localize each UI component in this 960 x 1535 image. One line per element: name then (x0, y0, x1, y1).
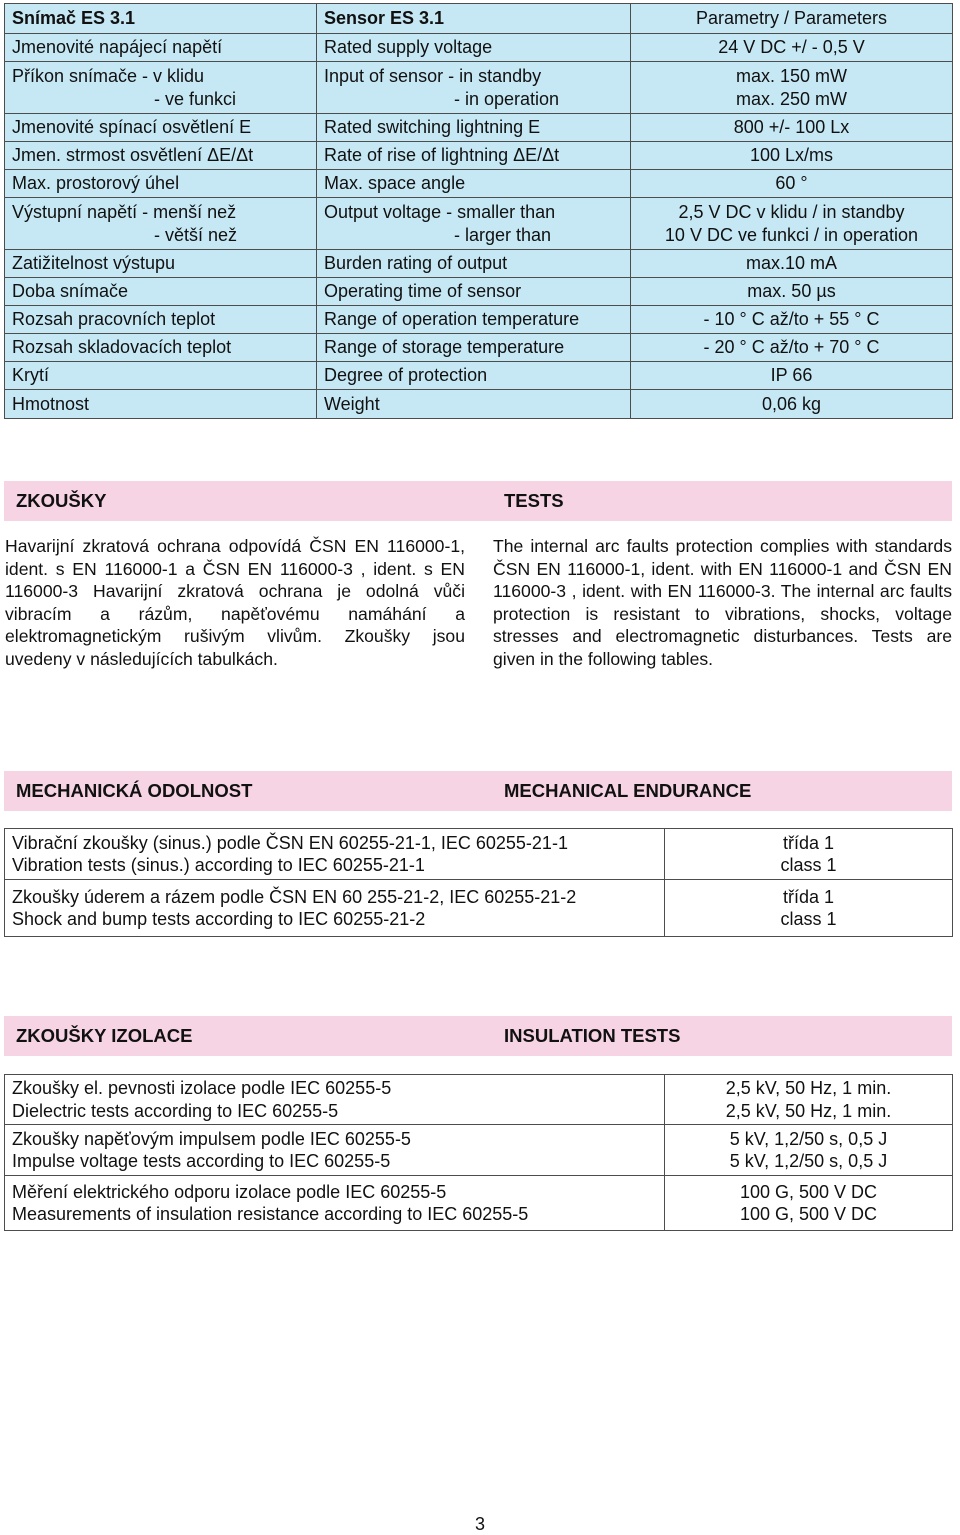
mechanical-title-en: MECHANICAL ENDURANCE (504, 780, 752, 801)
cell-line: Output voltage - smaller than (324, 202, 556, 222)
cell-cz: Jmen. strmost osvětlení ΔE/Δt (5, 142, 317, 170)
cell-val (631, 62, 953, 114)
cell-cz: Rozsah pracovních teplot (5, 306, 317, 334)
cell-line: třída 1 (782, 832, 835, 853)
cell-en: Rated supply voltage (317, 34, 631, 62)
cell-cz (5, 198, 317, 250)
cell-val: - 10 ° C až/to + 55 ° C (631, 306, 953, 334)
cell-en (317, 198, 631, 250)
cell-line: - větší než (154, 224, 238, 245)
cell-left (5, 1125, 665, 1176)
cell-val: max.10 mA (631, 250, 953, 278)
table-row (5, 306, 953, 334)
insulation-table (4, 1074, 953, 1231)
tests-title-cz: ZKOUŠKY (16, 490, 107, 511)
cell-en: Rated switching lightning E (317, 114, 631, 142)
cell-line: Zkoušky úderem a rázem podle ČSN EN 60 255-21-2, IEC 60255-21-2 (12, 886, 577, 907)
cell-line: 5 kV, 1,2/50 s, 0,5 J (729, 1151, 888, 1171)
cell-line: class 1 (780, 909, 837, 929)
cell-val: 0,06 kg (631, 390, 953, 419)
header-val: Parametry / Parameters (631, 4, 953, 34)
mechanical-title-cz: MECHANICKÁ ODOLNOST (16, 780, 253, 801)
table-row (5, 62, 953, 114)
cell-en: Weight (317, 390, 631, 419)
tests-heading-band (4, 481, 952, 521)
table-row (5, 198, 953, 250)
cell-line: Výstupní napětí - menší než (12, 202, 237, 222)
cell-en: Range of operation temperature (317, 306, 631, 334)
tests-text-en: The internal arc faults protection complies with standards ČSN EN 116000-1, ident. with EN 116000-1 and ČSN EN 116000-3 , ident. with EN 116000-3. The internal arc faults protection is resistant to vibrations, shocks, voltage stresses and electromagnetic disturbances. Tests are given in the following tables. (493, 536, 952, 669)
table-row (5, 170, 953, 198)
cell-line: Vibrační zkoušky (sinus.) podle ČSN EN 60255-21-1, IEC 60255-21-1 (12, 832, 568, 853)
cell-line: 100 G, 500 V DC (739, 1181, 878, 1202)
cell-line: 100 G, 500 V DC (739, 1204, 878, 1224)
cell-val (631, 198, 953, 250)
cell-line: - larger than (454, 224, 552, 245)
cell-val: IP 66 (631, 362, 953, 390)
parameters-table (4, 3, 953, 419)
cell-line: Dielectric tests according to IEC 60255-5 (12, 1100, 339, 1121)
cell-right (665, 829, 953, 880)
cell-line: Input of sensor - in standby (324, 66, 542, 86)
page-number: 3 (474, 1514, 485, 1534)
cell-line: Measurements of insulation resistance according to IEC 60255-5 (12, 1204, 529, 1224)
cell-cz: Doba snímače (5, 278, 317, 306)
cell-left (5, 1075, 665, 1125)
cell-val: 24 V DC +/ - 0,5 V (631, 34, 953, 62)
tests-title-en: TESTS (504, 490, 564, 511)
cell-en: Max. space angle (317, 170, 631, 198)
cell-en: Operating time of sensor (317, 278, 631, 306)
tests-text-cz: Havarijní zkratová ochrana odpovídá ČSN EN 116000-1, ident. s EN 116000-1 a ČSN EN 116000-3 , ident. s EN 116000-3 Havarijní zkratová ochrana je odolná vůči vibracím a rázům, napěťovému namáhání a elektromagnetickým rušivým vlivům. Zkoušky jsou uvedeny v následujících tabulkách. (5, 536, 465, 669)
table-row (5, 1176, 953, 1231)
table-row (5, 880, 953, 937)
cell-en: Degree of protection (317, 362, 631, 390)
cell-right (665, 1125, 953, 1176)
table-row (5, 278, 953, 306)
insulation-title-en: INSULATION TESTS (504, 1025, 681, 1046)
table-row (5, 1075, 953, 1125)
cell-left (5, 1176, 665, 1231)
header-cz: Snímač ES 3.1 (5, 4, 317, 34)
cell-val: 60 ° (631, 170, 953, 198)
cell-line: Impulse voltage tests according to IEC 60255-5 (12, 1151, 391, 1171)
cell-line: Shock and bump tests according to IEC 60255-21-2 (12, 909, 426, 929)
cell-val: max. 50 µs (631, 278, 953, 306)
table-row (5, 1125, 953, 1176)
cell-line: - in operation (454, 88, 560, 109)
mechanical-table (4, 828, 953, 937)
cell-cz: Rozsah skladovacích teplot (5, 334, 317, 362)
table-row (5, 829, 953, 880)
cell-cz: Zatižitelnost výstupu (5, 250, 317, 278)
table-row (5, 390, 953, 419)
mechanical-heading-band (4, 771, 952, 811)
cell-line: Vibration tests (sinus.) according to IEC 60255-21-1 (12, 855, 425, 875)
cell-line: max. 250 mW (735, 88, 848, 109)
cell-cz: Krytí (5, 362, 317, 390)
cell-val: 800 +/- 100 Lx (631, 114, 953, 142)
cell-line: Zkoušky el. pevnosti izolace podle IEC 60255-5 (12, 1078, 392, 1098)
cell-line: Příkon snímače - v klidu (12, 66, 205, 86)
cell-line: Měření elektrického odporu izolace podle IEC 60255-5 (12, 1181, 447, 1202)
cell-line: 2,5 V DC v klidu / in standby (678, 202, 905, 222)
cell-line: Zkoušky napěťovým impulsem podle IEC 60255-5 (12, 1128, 411, 1149)
cell-right (665, 1176, 953, 1231)
cell-cz: Hmotnost (5, 390, 317, 419)
table-header-row (5, 4, 953, 34)
cell-val: - 20 ° C až/to + 70 ° C (631, 334, 953, 362)
cell-line: 2,5 kV, 50 Hz, 1 min. (725, 1078, 892, 1098)
cell-line: 2,5 kV, 50 Hz, 1 min. (725, 1100, 892, 1121)
cell-line: 5 kV, 1,2/50 s, 0,5 J (729, 1128, 888, 1149)
cell-line: class 1 (780, 855, 837, 875)
cell-en: Burden rating of output (317, 250, 631, 278)
cell-right (665, 880, 953, 937)
cell-en: Range of storage temperature (317, 334, 631, 362)
cell-line: max. 150 mW (735, 66, 848, 86)
cell-val: 100 Lx/ms (631, 142, 953, 170)
cell-left (5, 829, 665, 880)
table-row (5, 34, 953, 62)
cell-cz (5, 62, 317, 114)
header-en: Sensor ES 3.1 (317, 4, 631, 34)
table-row (5, 362, 953, 390)
cell-right (665, 1075, 953, 1125)
cell-left (5, 880, 665, 937)
cell-cz: Max. prostorový úhel (5, 170, 317, 198)
cell-en: Rate of rise of lightning ΔE/Δt (317, 142, 631, 170)
cell-line: 10 V DC ve funkci / in operation (664, 224, 919, 245)
table-row (5, 114, 953, 142)
cell-cz: Jmenovité spínací osvětlení E (5, 114, 317, 142)
table-row (5, 142, 953, 170)
insulation-title-cz: ZKOUŠKY IZOLACE (16, 1025, 193, 1046)
cell-line: - ve funkci (154, 88, 237, 109)
cell-cz: Jmenovité napájecí napětí (5, 34, 317, 62)
table-row (5, 250, 953, 278)
cell-en (317, 62, 631, 114)
table-row (5, 334, 953, 362)
insulation-heading-band (4, 1016, 952, 1056)
cell-line: třída 1 (782, 886, 835, 907)
